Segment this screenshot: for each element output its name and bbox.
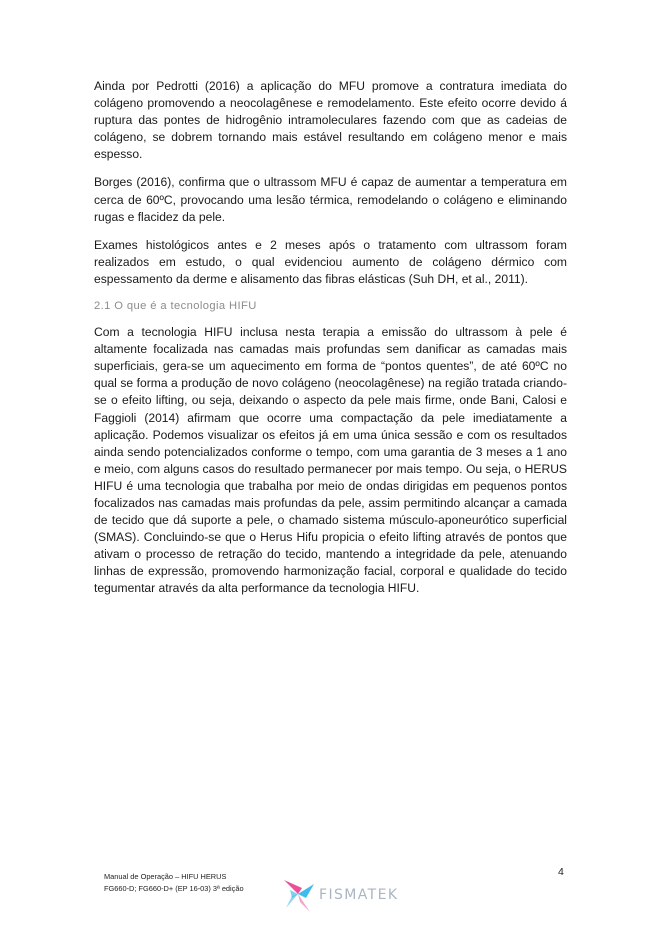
- page-content: [94, 78, 567, 609]
- page-number: 4: [558, 866, 564, 878]
- fismatek-logo-text: FISMATEK: [319, 887, 399, 903]
- fismatek-logo: [280, 872, 420, 916]
- section-heading: 2.1 O que é a tecnologia HIFU: [94, 300, 257, 313]
- fismatek-star-icon: [280, 872, 320, 916]
- paragraph-pedrotti: Ainda por Pedrotti (2016) a aplicação do MFU promove a contratura imediata do colágeno promovendo a neocolagênese e remodelamento. Este efeito ocorre devido á ruptura das pontes de hidrogênio intramoleculares fazendo com que as cadeias de colágeno, se dobrem tornando mais estável resultando em colágeno menor e mais espesso.: [94, 79, 567, 162]
- model-edition: FG660-D; FG660-D+ (EP 16-03) 3ª edição: [104, 884, 244, 893]
- paragraph-hifu: Com a tecnologia HIFU inclusa nesta terapia a emissão do ultrassom à pele é altamente focalizada nas camadas mais profundas sem danificar as camadas mais superficiais, gera-se um aquecimento em forma de “pontos quentes”, de até 60ºC no qual se forma a produção de novo colágeno (neocolagênese) na região tratada criando-se o efeito lifting, ou seja, deixando o aspecto da pele mais firme, onde Bani, Calosi e Faggioli (2014) afirmam que ocorre uma compactação da pele imediatamente a aplicação. Podemos visualizar os efeitos já em uma única sessão e com os resultados ainda sendo potencializados conforme o tempo, com uma garantia de 3 meses a 1 ano e meio, com alguns casos do resultado permanecer por mais tempo. Ou seja, o HERUS HIFU é uma tecnologia que trabalha por meio de ondas dirigidas em pequenos pontos focalizados nas camadas mais profundas da pele, assim permitindo alcançar a camada de tecido que dá suporte a pele, o chamado sistema músculo-aponeurótico superficial (SMAS). Concluindo-se que o Herus Hifu propicia o efeito lifting através de pontos que ativam o processo de retração do tecido, mantendo a integridade da pele, atenuando linhas de expressão, promovendo harmonização facial, corporal e qualidade do tecido tegumentar através da alta performance da tecnologia HIFU.: [94, 325, 567, 596]
- footer-info: [104, 871, 244, 895]
- manual-title: Manual de Operação – HIFU HERUS: [104, 872, 227, 881]
- paragraph-histology: Exames histológicos antes e 2 meses após o tratamento com ultrassom foram realizados em estudo, o qual evidenciou aumento de colágeno dérmico com espessamento da derme e alisamento das fibras elásticas (Suh DH, et al., 2011).: [94, 237, 567, 286]
- paragraph-borges: Borges (2016), confirma que o ultrassom MFU é capaz de aumentar a temperatura em cerca de 60ºC, provocando uma lesão térmica, remodelando o colágeno e eliminando rugas e flacidez da pele.: [94, 175, 567, 224]
